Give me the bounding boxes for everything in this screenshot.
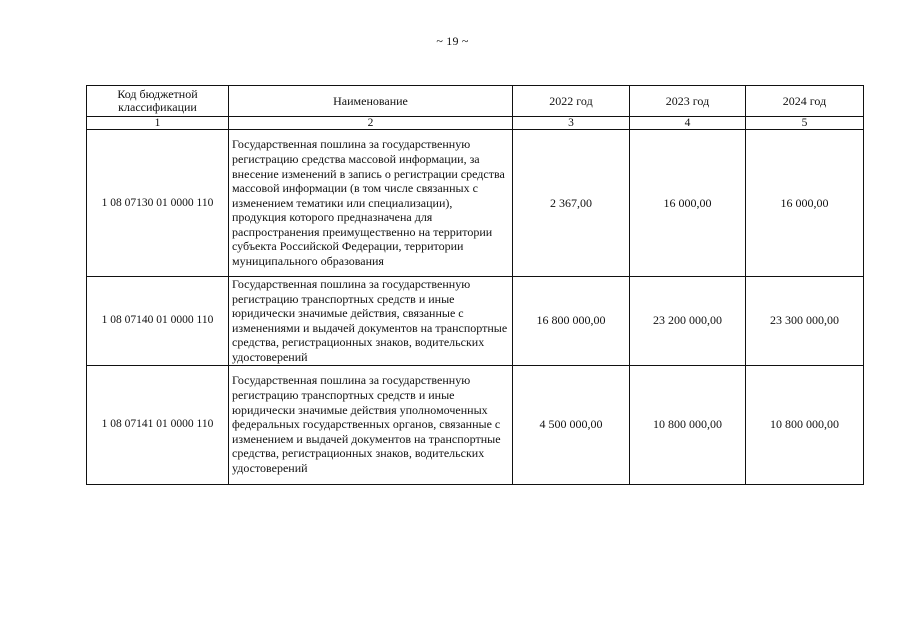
amount-2023-cell: 23 200 000,00: [630, 277, 746, 366]
budget-code-cell: 1 08 07130 01 0000 110: [87, 130, 229, 277]
amount-2024-cell: 23 300 000,00: [746, 277, 864, 366]
table-row: [87, 130, 864, 277]
table-row: [87, 277, 864, 366]
column-number: 1: [87, 117, 229, 130]
budget-code-cell: 1 08 07140 01 0000 110: [87, 277, 229, 366]
budget-code-cell: 1 08 07141 01 0000 110: [87, 365, 229, 484]
amount-2024-cell: 16 000,00: [746, 130, 864, 277]
amount-2022-cell: 16 800 000,00: [513, 277, 630, 366]
header-code: Код бюджетной классификации: [87, 86, 229, 117]
page-number: ~ 19 ~: [436, 34, 469, 48]
revenue-name-cell: Государственная пошлина за государственную регистрацию транспортных средств и иные юридически значимые действия уполномоченных федеральных государственных органов, связанные с изменением и выдачей документов на транспортные средства, регистрационных знаков, водительских удостоверений: [229, 365, 513, 484]
table-row: [87, 365, 864, 484]
revenue-name-cell: Государственная пошлина за государственную регистрацию транспортных средств и иные юридически значимые действия, связанные с изменениями и выдачей документов на транспортные средства, регистрационных знаков, водительских удостоверений: [229, 277, 513, 366]
header-year-2024: 2024 год: [746, 86, 864, 117]
amount-2024-cell: 10 800 000,00: [746, 365, 864, 484]
amount-2022-cell: 4 500 000,00: [513, 365, 630, 484]
amount-2023-cell: 10 800 000,00: [630, 365, 746, 484]
column-number: 5: [746, 117, 864, 130]
column-number: 3: [513, 117, 630, 130]
column-number: 4: [630, 117, 746, 130]
table-header-row: [87, 86, 864, 117]
budget-revenue-table: [86, 85, 864, 485]
header-year-2022: 2022 год: [513, 86, 630, 117]
amount-2022-cell: 2 367,00: [513, 130, 630, 277]
column-number-row: [87, 117, 864, 130]
header-name: Наименование: [229, 86, 513, 117]
column-number: 2: [229, 117, 513, 130]
revenue-name-cell: Государственная пошлина за государственную регистрацию средства массовой информации, за внесение изменений в запись о регистрации средства массовой информации (в том числе связанных с изменением тематики или специализации), продукция которого предназначена для распространения преимущественно на территории субъекта Российской Федерации, территории муниципального образования: [229, 130, 513, 277]
header-year-2023: 2023 год: [630, 86, 746, 117]
amount-2023-cell: 16 000,00: [630, 130, 746, 277]
